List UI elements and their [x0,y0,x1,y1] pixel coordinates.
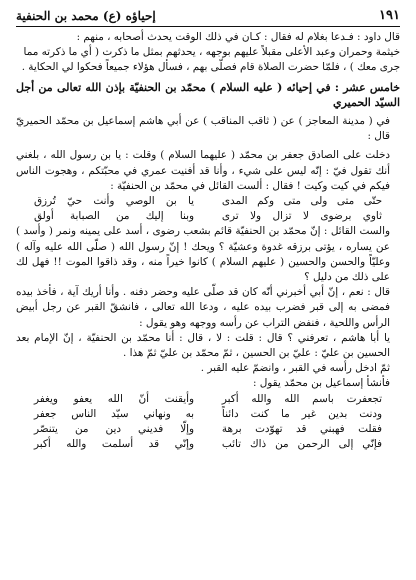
page-number: ١٩١ [379,8,400,23]
verse-hemistich: وأيقنت أنّ الله يعفو ويغفر [34,392,195,405]
page-header [16,8,400,26]
verse-hemistich: وإنّي قد أسلمت والله أكبر [34,438,195,451]
narrative-paragraph: دخلت على الصادق جعفر بن محمّد ( عليهما السلام ) وقلت : يا بن رسول الله ، بلغني أنك تقول فيّ : إنّه ليس على شيء ، وأنا قد أفنيت عمري في محبّتكم ، وهجوت الناس فيكم في كيت وكيت ! فقال : ألست القائل في محمّد بن الحنفيّة : [16,149,390,192]
verse-hemistich: تجعفرت باسم الله والله أكبر [221,392,382,405]
source-line: في ( مدينة المعاجز ) عن ( ثاقب المناقب ) عن أبي هاشم إسماعيل بن محمّد الحميريّ قال : [16,115,390,143]
narrative-paragraph: قال : نعم ، إنّ أبي أخبرني أنّه كان قد صلّى عليه وحضر دفنه . وأنا أريك آية ، فأخذ بيده فمضى به إلى قبر فضرب بيده عليه ، ودعا الله تعالى ، فانشقّ القبر عن رجل أبيض الرأس واللحية ، فنفض التراب عن رأسه ووجهه وهو يقول : [16,286,390,329]
verse-hemistich: وبنا إليك من الصبابة أولق [34,210,195,223]
header-rule [16,26,400,27]
verse-hemistich: ودنت بدين غير ما كنت دائناً [221,407,382,420]
verse-row [16,392,400,407]
verse-hemistich: وإلّا فديني دين من يتنصّر [34,423,195,436]
paragraph-line: جرى معك ) ، فلمّا حضرت الصلاة قام فصلّى بهم ، فسأل هؤلاء جميعاً فحكوا لي الحكاية . [21,61,400,74]
verse-hemistich: فإنّي إلى الرحمن من ذاك تائب [221,438,382,451]
poem-2 [16,392,400,453]
verse-hemistich: حتّى متى ولى متى وكم المدى [221,195,382,208]
verse-row [16,194,400,209]
paragraph-line: خيثمة وحمران وعبد الأعلى مقبلاً عليهم بوجهه ، يحدثهم بمثل ما ذكرت ( أي ما ذكرته مما [23,46,400,59]
narrative-paragraph: يا أبا هاشم ، تعرفني ؟ قال : قلت : لا ، قال : أنا محمّد بن الحنفيّة ، إنّ الإمام بعد الحسين بن عليّ : عليّ بن الحسين ، ثمّ محمّد بن عليّ ثمّ هذا . [16,331,390,360]
verse-row [16,209,400,224]
running-title: إحياؤه (ع) محمد بن الحنفية [16,9,156,23]
intro-block [16,30,400,76]
narrative-paragraph: ثمّ ادخل رأسه في القبر ، وانضمّ عليه القبر . [200,362,390,375]
poem-1 [16,194,400,224]
verse-hemistich: ثاوي برضوى لا تزال ولا ترى [221,210,382,223]
narrative-paragraph: والست القائل : إنّ محمّد بن الحنفيّة قائم بشعب رضوى ، أسد على يمينه ونمر ( وأسد ) عن يساره ، يؤتى برزقه غدوة وعشيّة ؟ ويحك ! إنّ رسول الله ( صلّى الله عليه وآله ) وعليّاً والحسن والحسين ( عليهم السلام ) كانوا خيراً منه ، وقد ذاقوا الموت !! فهل لك على ذلك من دليل ؟ [16,225,390,284]
section-heading: خامس عشر : في إحيائه ( عليه السلام ) محمّد بن الحنفيّة بإذن الله تعالى من أجل السيّد الحميري [16,80,400,109]
paragraph-line: قال داود : فـدعا بغلام له فقال : كـان في ذلك الوقت يحدث أصحابه ، منهم : [76,31,400,43]
verse-hemistich: يا بن الوصي وأنت حيّ تُرزق [34,195,195,208]
narrative-paragraph: فأنشأ إسماعيل بن محمّد يقول : [252,377,390,390]
verse-hemistich: فقلت فهبني قد تهوّدت برهة [221,423,382,436]
verse-row [16,407,400,422]
verse-hemistich: به ونهاني سيّد الناس جعفر [34,407,195,420]
verse-row [16,422,400,437]
verse-row [16,437,400,452]
